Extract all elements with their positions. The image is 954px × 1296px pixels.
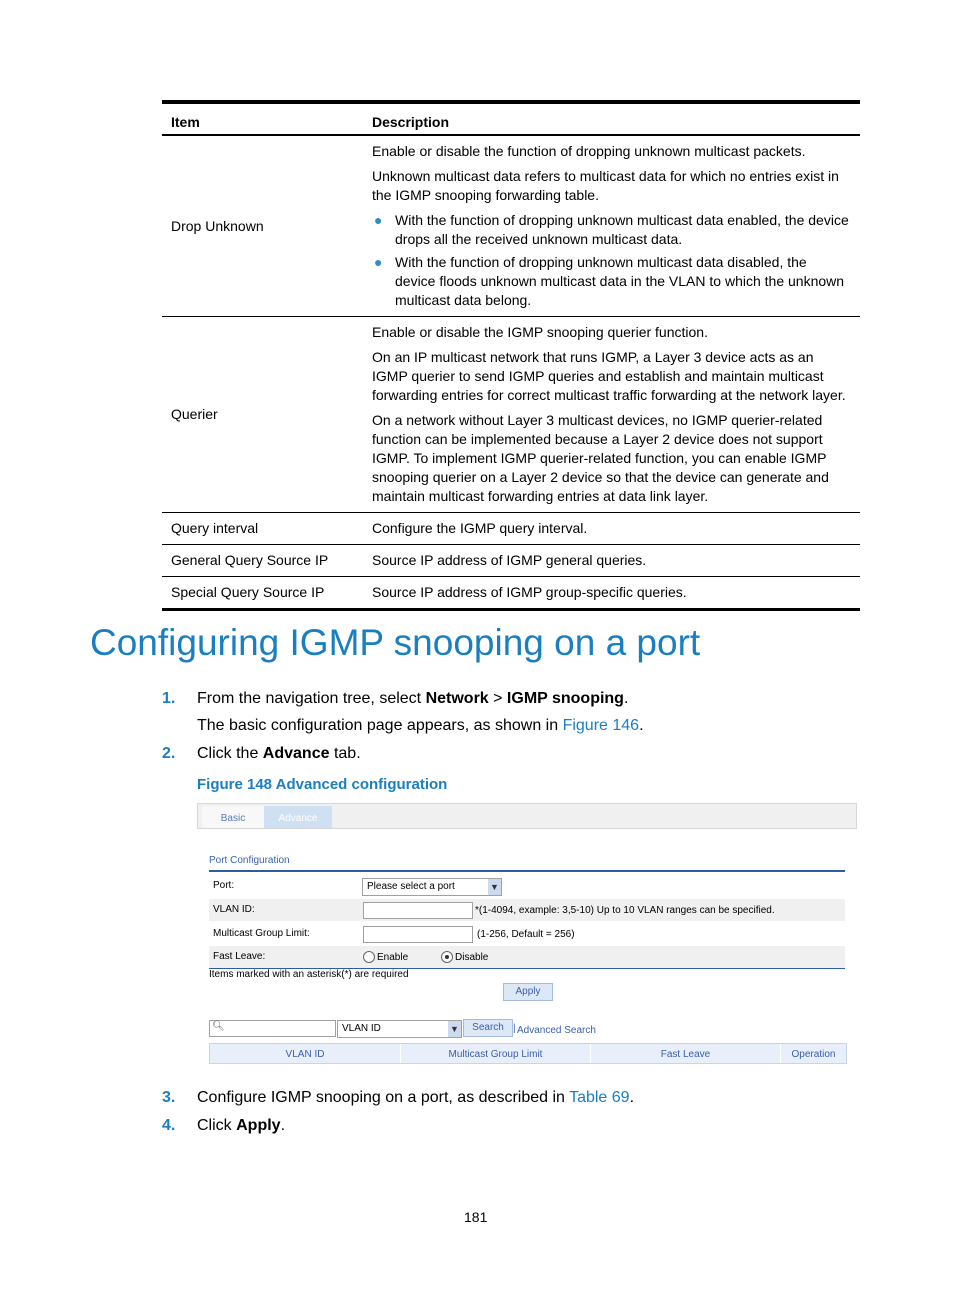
limit-row	[209, 923, 845, 945]
fast-leave-row	[209, 946, 845, 968]
row-item: Drop Unknown	[162, 135, 363, 317]
figure-link[interactable]: Figure 146	[562, 717, 640, 734]
table-row	[162, 545, 860, 577]
tab-bar	[197, 803, 857, 829]
search-icon: 🔍︎	[212, 1021, 225, 1032]
step-number: 2.	[162, 745, 176, 762]
step-1-note: The basic configuration page appears, as shown in Figure 146.	[197, 717, 644, 734]
bullet-item	[372, 211, 851, 249]
enable-label: Enable	[377, 952, 409, 963]
tab-advance[interactable]: Advance	[264, 806, 332, 828]
step-number: 4.	[162, 1117, 176, 1134]
row-item: Special Query Source IP	[162, 577, 363, 610]
vlan-id-input[interactable]	[363, 902, 473, 919]
column-header[interactable]: Multicast Group Limit	[401, 1044, 591, 1063]
desc-paragraph: On a network without Layer 3 multicast devices, no IGMP querier-related function can be implemented because a Layer 2 device does not support IGMP. To implement IGMP querier-related function, you can enable IGMP snooping querier on a Layer 2 device so that the device can generate and maintain multicast forwarding entries at data link layer.	[372, 412, 829, 504]
search-field-value: VLAN ID	[342, 1023, 381, 1034]
divider	[209, 870, 845, 872]
row-description: Configure the IGMP query interval.	[363, 513, 860, 545]
port-config-title: Port Configuration	[209, 855, 290, 866]
section-heading: Configuring IGMP snooping on a port	[90, 622, 701, 663]
step-text: Configure IGMP snooping on a port, as described in Table 69.	[197, 1089, 635, 1106]
port-row	[209, 875, 845, 897]
disable-radio[interactable]	[441, 951, 453, 963]
column-header[interactable]: VLAN ID	[210, 1044, 401, 1063]
bullet-text: With the function of dropping unknown multicast data disabled, the device floods unknown multicast data in the VLAN to which the unknown multicast data belong.	[395, 254, 845, 308]
page-number: 181	[464, 1209, 488, 1225]
desc-paragraph: On an IP multicast network that runs IGMP, a Layer 3 device acts as an IGMP querier to send IGMP queries and establish and maintain multicast forwarding entries for correct multicast traffic forwarding at the network layer.	[372, 349, 846, 403]
separator: |	[513, 1023, 516, 1034]
enable-radio[interactable]	[363, 951, 375, 963]
row-description: Source IP address of IGMP general queries.	[363, 545, 860, 577]
vlan-note: *(1-4094, example: 3,5-10) Up to 10 VLAN ranges can be specified.	[475, 905, 775, 916]
port-label: Port:	[213, 880, 235, 891]
column-header[interactable]: Fast Leave	[591, 1044, 781, 1063]
desc-paragraph: Enable or disable the IGMP snooping querier function.	[372, 324, 708, 340]
table-row	[162, 135, 860, 317]
step-text: Click the Advance tab.	[197, 745, 361, 762]
limit-note: (1-256, Default = 256)	[477, 929, 575, 940]
table-row	[162, 513, 860, 545]
row-item: General Query Source IP	[162, 545, 363, 577]
vlan-label: VLAN ID:	[213, 904, 255, 915]
column-header: Operation	[791, 1049, 836, 1060]
bullet-item	[372, 253, 851, 310]
figure-caption: Figure 148 Advanced configuration	[197, 776, 448, 793]
row-item: Querier	[162, 317, 363, 513]
port-select-value: Please select a port	[367, 881, 455, 892]
table-row	[162, 317, 860, 513]
results-header	[209, 1043, 847, 1064]
row-description	[363, 135, 860, 317]
header-description: Description	[363, 102, 860, 135]
bullet-icon: ●	[374, 254, 383, 270]
bullet-icon: ●	[374, 212, 383, 228]
table-link[interactable]: Table 69	[569, 1089, 630, 1106]
required-note: Items marked with an asterisk(*) are required	[209, 969, 409, 980]
limit-label: Multicast Group Limit:	[213, 928, 310, 939]
header-item: Item	[162, 102, 363, 135]
tab-basic[interactable]: Basic	[202, 806, 264, 828]
row-item: Query interval	[162, 513, 363, 545]
search-input[interactable]	[209, 1020, 336, 1037]
row-description	[363, 317, 860, 513]
port-select[interactable]	[362, 878, 502, 896]
group-limit-input[interactable]	[363, 926, 473, 943]
disable-label: Disable	[455, 952, 489, 963]
table-row	[162, 577, 860, 610]
chevron-down-icon: ▼	[448, 1021, 461, 1037]
step-text: Click Apply.	[197, 1117, 286, 1134]
search-field-select[interactable]	[337, 1020, 462, 1038]
search-button[interactable]: Search	[463, 1019, 513, 1037]
bullet-text: With the function of dropping unknown multicast data enabled, the device drops all the received unknown multicast data.	[395, 212, 849, 247]
parameter-table	[162, 100, 860, 611]
advanced-search-link[interactable]: Advanced Search	[517, 1025, 596, 1036]
vlan-row	[209, 899, 845, 921]
step-text: From the navigation tree, select Network > IGMP snooping.	[197, 690, 629, 707]
step-number: 1.	[162, 690, 176, 707]
fast-leave-label: Fast Leave:	[213, 951, 266, 962]
apply-button[interactable]: Apply	[503, 983, 553, 1001]
advanced-config-screenshot	[197, 803, 857, 1065]
bullet-list	[372, 211, 851, 310]
desc-paragraph: Enable or disable the function of dropping unknown multicast packets.	[372, 143, 806, 159]
step-number: 3.	[162, 1089, 176, 1106]
desc-paragraph: Unknown multicast data refers to multicast data for which no entries exist in the IGMP snooping forwarding table.	[372, 168, 839, 203]
chevron-down-icon: ▼	[488, 879, 501, 895]
row-description: Source IP address of IGMP group-specific queries.	[363, 577, 860, 610]
